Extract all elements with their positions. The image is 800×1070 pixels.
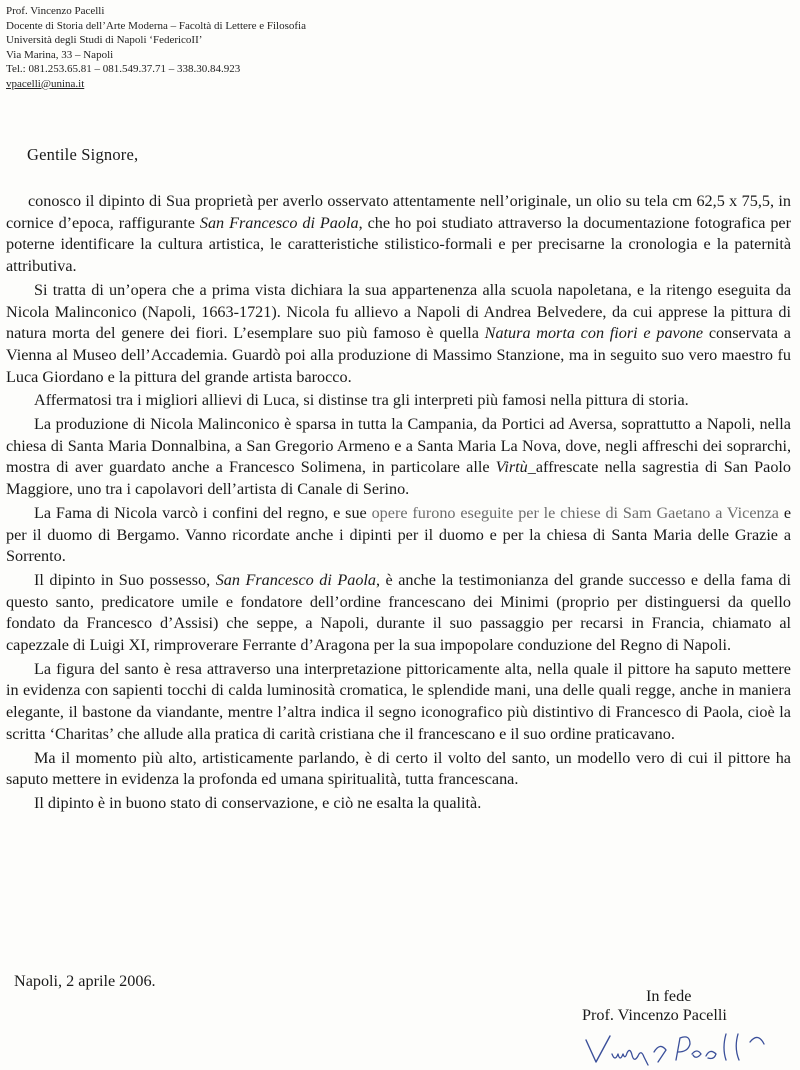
paragraph-7: La figura del santo è resa attraverso una interpretazione pittoricamente alta, nella quale il pittore ha saputo mettere in evidenza con sapienti tocchi di calda luminosità cromatica, le splendide mani, una delle quali regge, anche in maniera elegante, il bastone da viandante, mentre l’altra indica il segno iconografico più distintivo di Francesco di Paola, cioè la scritta ‘Charitas’ che allude alla pratica di carità cristiana che il francescano e il suo ordine praticavano. <box>6 659 791 743</box>
paragraph-9: Il dipinto è in buono stato di conservazione, e ciò ne esalta la qualità. <box>34 793 482 812</box>
paragraph-1-text: conosco il dipinto di Sua proprietà per averlo osservato attentamente nell’originale, un olio su tela cm 62,5 x 75,5, in cornice d’epoca, raffigurante <box>6 192 791 232</box>
paragraph-6 <box>6 570 791 657</box>
paragraph-5-text-end: e per il duomo di Bergamo. Vanno ricordate anche i dipinti per il duomo e per la chiesa di Santa Maria delle Grazie a Sorrento. <box>6 503 792 566</box>
letterhead <box>6 4 426 91</box>
letterhead-position: Docente di Storia dell’Arte Moderna – Facoltà di Lettere e Filosofia <box>6 19 306 32</box>
paragraph-2 <box>6 280 791 389</box>
letterhead-name: Prof. Vincenzo Pacelli <box>6 5 105 17</box>
artwork-title: San Francesco di Paola <box>215 570 377 589</box>
paragraph-4-text-end: _affrescate nella sagrestia di San Paolo Maggiore, uno tra i capolavori dell’artista di Canale di Serino. <box>6 458 792 499</box>
artwork-title: Natura morta con fiori e pavone <box>484 324 704 343</box>
letterhead-phone: Tel.: 081.253.65.81 – 081.549.37.71 – 338.30.84.923 <box>6 63 241 75</box>
artwork-title: San Francesco di Paola <box>199 213 359 232</box>
salutation: Gentile Signore, <box>27 145 139 164</box>
paragraph-5-faded-text: opere furono eseguite per le chiese di Sam Gaetano a Vicenza <box>371 503 779 522</box>
paragraph-1 <box>6 191 791 278</box>
paragraph-1-text-end: , che ho poi studiato attraverso la documentazione fotografica per poterne identificare la cultura artistica, le caratteristiche stilistico-formali e per precisarne la cronologia e la paternità attributiva. <box>6 213 791 276</box>
letter-body <box>6 191 791 815</box>
handwritten-signature <box>580 1030 790 1068</box>
paragraph-5 <box>6 503 791 568</box>
paragraph-2-text-end: conservata a Vienna al Museo dell’Accademia. Guardò poi alla produzione di Massimo Stanzione, ma in seguito suo vero maestro fu Luca Giordano e la pittura del grande artista barocco. <box>6 324 791 386</box>
signer-name: Prof. Vincenzo Pacelli <box>582 1006 727 1024</box>
paragraph-3: Affermatosi tra i migliori allievi di Luca, si distinse tra gli interpreti più famosi nella pittura di storia. <box>34 391 689 410</box>
paragraph-6-text-end: , è anche la testimonianza del grande successo e della fama di questo santo, predicatore umile e fondatore dell’ordine francescano dei Minimi (proprio per distinguersi da quello fondato da Francesco d’Assisi) che seppe, a Napoli, durante il suo passaggio per recarsi in Francia, chiamato al capezzale di Luigi XI, rimproverare Ferrante d’Aragona per la sua impopolare conduzione del Regno di Napoli. <box>6 570 791 655</box>
paragraph-5-text: La Fama di Nicola varcò i confini del regno, e sue <box>34 503 372 522</box>
paragraph-6-text: Il dipinto in Suo possesso, <box>34 570 216 589</box>
letterhead-email-link[interactable]: vpacelli@unina.it <box>6 77 85 90</box>
artwork-title: Virtù <box>495 458 528 477</box>
paragraph-4-text: La produzione di Nicola Malinconico è sparsa in tutta la Campania, da Portici ad Aversa, soprattutto a Napoli, nella chiesa di Santa Maria Donnalbina, a San Gregorio Armeno e a Santa Maria La Nova, dove, negli affreschi dei soprarchi, mostra di aver guardato anche a Francesco Solimena, in particolare alle <box>6 415 791 477</box>
letter-date: Napoli, 2 aprile 2006. <box>14 972 156 990</box>
letterhead-university: Università degli Studi di Napoli ‘FedericoII’ <box>6 34 203 46</box>
paragraph-2-text: Si tratta di un’opera che a prima vista dichiara la sua appartenenza alla scuola napoletana, e la ritengo eseguita da Nicola Malinconico (Napoli, 1663-1721). Nicola fu allievo a Napoli di Andrea Belvedere, da cui apprese la pittura di natura morta del genere dei fiori. L’esemplare suo più famoso è quella <box>6 280 791 343</box>
paragraph-4 <box>6 414 791 501</box>
letterhead-address: Via Marina, 33 – Napoli <box>6 48 114 61</box>
closing: In fede <box>646 987 692 1005</box>
paragraph-8: Ma il momento più alto, artisticamente parlando, è di certo il volto del santo, un modello vero di cui il pittore ha saputo mettere in evidenza la profonda ed umana spiritualità, tutta francescana. <box>6 748 791 789</box>
